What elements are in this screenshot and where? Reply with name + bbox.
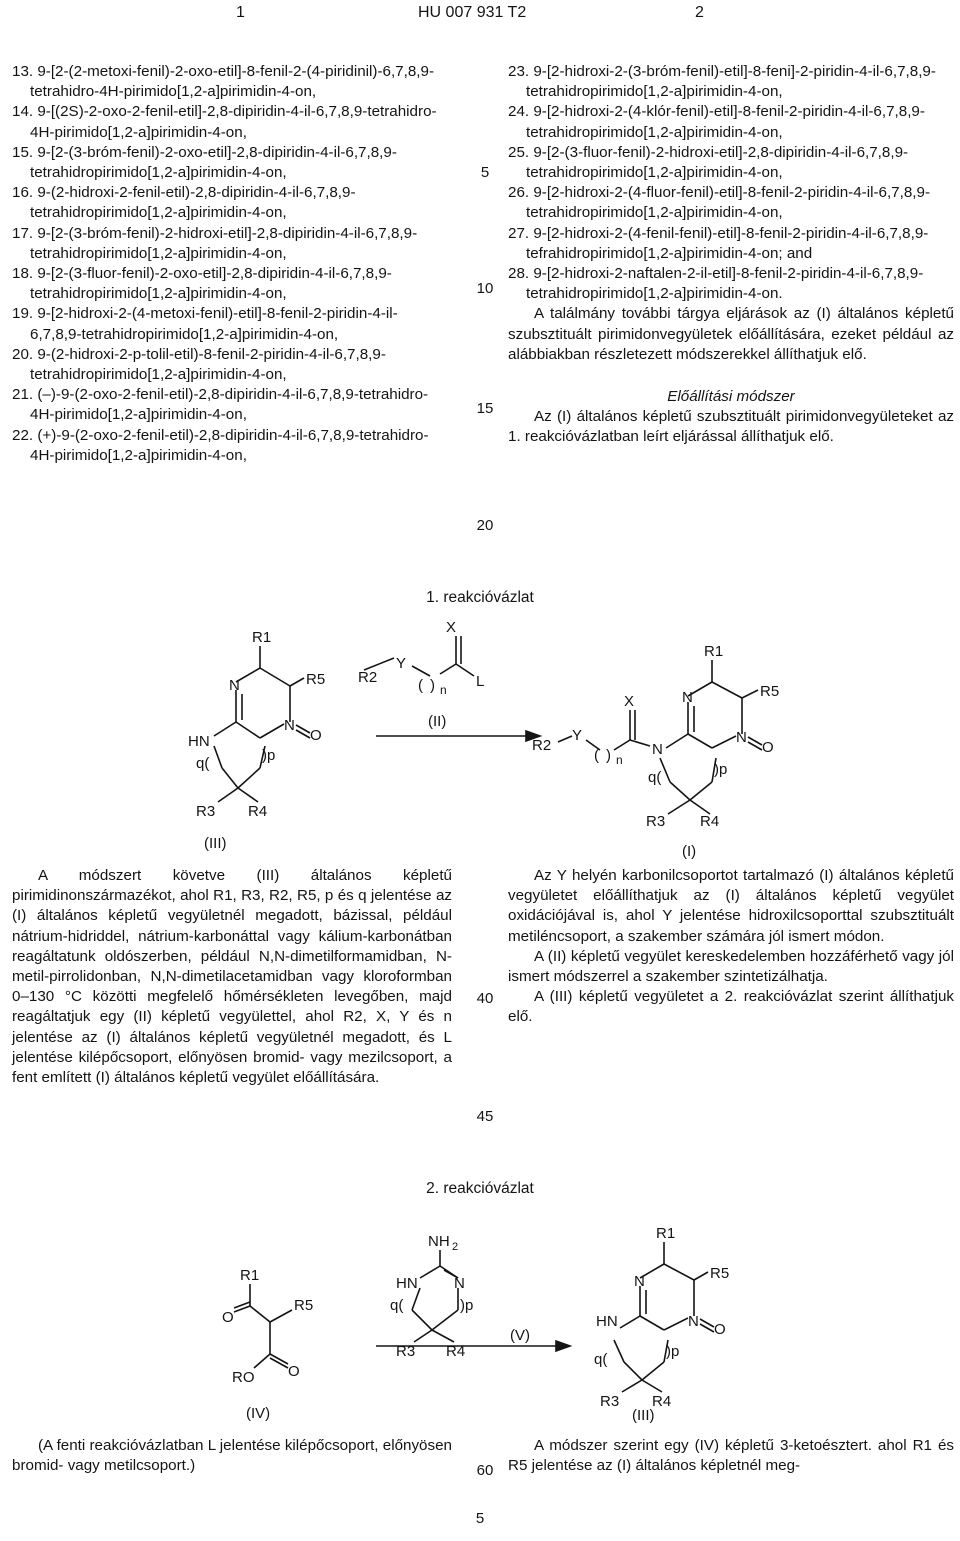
svg-text:(I): (I) (682, 843, 697, 860)
method-description (12, 866, 452, 1088)
reagent-paragraph: A (II) képletű vegyület kereskedelemben hozzáférhető vagy jól ismert módszerrel a szakember szintetizálhatja. (508, 947, 954, 986)
line-number: 40 (476, 990, 494, 1007)
method-description-paragraph: A módszert követve (III) általános képletű pirimidinonszármazékot, ahol R1, R3, R2, R5, p és q jelentése az (I) általános képletű vegyületnél megadott, bázissal, például nátrium-hidriddel, nátrium-karbonáttal vagy kálium-karbonátban reagáltatunk oldószerben, például N,N-dimetilformamidban, N-metil-pirrolidonban, N,N-dimetilacetamidban vagy kloroformban 0–130 °C közötti megfelelő hőmérsékleten levegőben, majd reagáltatjuk egy (II) képletű vegyülettel, ahol R2, X, Y és n jelentése az (I) általános képletű vegyületnél megadott, és L jelentése kilépőcsoport, előnyösen bromid- vagy mezilcsoport, a fent említett (I) általános képletű vegyület előállítására. (12, 867, 452, 1087)
svg-text:O: O (762, 739, 774, 756)
line-number: 45 (476, 1108, 494, 1125)
list-item: 23. 9-[2-hidroxi-2-(3-bróm-fenil)-etil]-8-feni]-2-piridin-4-il-6,7,8,9-tetrahidropirimido[1,2-a]pirimidin-4-on, (508, 63, 936, 101)
svg-text:Y: Y (572, 727, 583, 744)
ketoester-description (508, 1436, 954, 1476)
list-item: 22. (+)-9-(2-oxo-2-fenil-etil)-2,8-dipiridin-4-il-6,7,8,9-tetrahidro-4H-pirimido[1,2-a]pirimidin-4-on, (12, 426, 429, 464)
svg-text:(V): (V) (510, 1327, 530, 1344)
svg-text:N: N (682, 689, 693, 706)
svg-text:RO: RO (232, 1369, 255, 1386)
svg-text:q(: q( (648, 769, 662, 786)
svg-text:O: O (310, 727, 322, 744)
list-item: 28. 9-[2-hidroxi-2-naftalen-2-il-etil]-8-fenil-2-piridin-4-il-6,7,8,9-tetrahidropirimido[1,2-a]pirimidin-4-on. (508, 265, 924, 303)
oxidation-paragraph: Az Y helyén karbonilcsoportot tartalmazó (I) általános képletű vegyületet előállíthatjuk az (I) általános képletű vegyület oxidációjával is, ahol Y jelentése hidroxilcsoporttal szubsztituált metiléncsoport, a szakember számára jól ismert módon. (508, 867, 954, 945)
svg-text:n: n (616, 753, 623, 767)
svg-text:)p: )p (262, 747, 276, 764)
svg-text:)p: )p (714, 761, 728, 778)
line-number: 20 (476, 517, 494, 534)
line-number: 5 (480, 164, 490, 181)
svg-text:R3: R3 (396, 1343, 416, 1360)
svg-text:R1: R1 (252, 629, 272, 646)
svg-text:q(: q( (196, 755, 210, 772)
list-item: 18. 9-[2-(3-fluor-fenil)-2-oxo-etil]-2,8-dipiridin-4-il-6,7,8,9-tetrahidropirimido[1,2-a]pirimidin-4-on, (12, 265, 392, 303)
svg-text:R5: R5 (760, 683, 780, 700)
svg-text:N: N (688, 1313, 699, 1330)
svg-text:HN: HN (396, 1275, 418, 1292)
list-item: 13. 9-[2-(2-metoxi-fenil)-2-oxo-etil]-8-fenil-2-(4-piridinil)-6,7,8,9-tetrahidro-4H-pirimido[1,2-a]pirimidin-4-on, (12, 63, 435, 101)
svg-text:(: ( (594, 747, 599, 764)
svg-text:R2: R2 (532, 737, 552, 754)
svg-text:X: X (624, 693, 635, 710)
svg-text:R2: R2 (358, 669, 378, 686)
list-item: 17. 9-[2-(3-bróm-fenil)-2-hidroxi-etil]-2,8-dipiridin-4-il-6,7,8,9-tetrahidropirimido[1,2-a]pirimidin-4-on, (12, 224, 418, 262)
svg-text:R1: R1 (240, 1267, 260, 1284)
svg-text:): ) (606, 747, 611, 764)
svg-text:R3: R3 (600, 1393, 620, 1410)
svg-text:O: O (714, 1321, 726, 1338)
list-item: 14. 9-[(2S)-2-oxo-2-fenil-etil]-2,8-dipiridin-4-il-6,7,8,9-tetrahidro-4H-pirimido[1,2-a]pirimidin-4-on, (12, 103, 437, 141)
svg-text:q(: q( (594, 1351, 608, 1368)
list-item: 20. 9-(2-hidroxi-2-p-tolil-etil)-8-fenil-2-piridin-4-il-6,7,8,9-tetrahidropirimido[1,2-a]pirimidin-4-on, (12, 345, 386, 384)
scheme2-reference-paragraph: A (III) képletű vegyületet a 2. reakcióvázlat szerint állíthatjuk elő. (508, 988, 954, 1026)
svg-text:(III): (III) (632, 1407, 655, 1424)
svg-text:HN: HN (188, 733, 210, 750)
svg-text:NH: NH (428, 1233, 450, 1250)
svg-text:N: N (652, 741, 663, 758)
header-patent-number: HU 007 931 T2 (418, 4, 527, 21)
svg-text:R5: R5 (710, 1265, 730, 1282)
list-item: 15. 9-[2-(3-bróm-fenil)-2-oxo-etil]-2,8-dipiridin-4-il-6,7,8,9-tetrahidropirimido[1,2-a]pirimidin-4-on, (12, 143, 397, 182)
header-page-left: 1 (236, 4, 245, 21)
scheme2-drawing (0, 1200, 960, 1432)
list-item: 24. 9-[2-hidroxi-2-(4-klór-fenil)-etil]-8-fenil-2-piridin-4-il-6,7,8,9-tetrahidropirimido[1,2-a]pirimidin-4-on, (508, 103, 925, 141)
list-item: 27. 9-[2-hidroxi-2-(4-fenil-fenil)-etil]-8-fenil-2-piridin-4-il-6,7,8,9-tefrahidropirimido[1,2-a]pirimidin-4-on; and (508, 224, 929, 262)
svg-text:2: 2 (452, 1241, 459, 1253)
svg-text:)p: )p (460, 1297, 474, 1314)
svg-text:N: N (284, 717, 295, 734)
line-number: 10 (476, 280, 494, 297)
compound-list-right (508, 62, 954, 448)
svg-text:HN: HN (596, 1313, 618, 1330)
scheme1-title: 1. reakcióvázlat (426, 589, 534, 606)
page-number: 5 (475, 1510, 485, 1527)
svg-text:R4: R4 (652, 1393, 672, 1410)
svg-text:R1: R1 (656, 1225, 676, 1242)
list-item: 19. 9-[2-hidroxi-2-(4-metoxi-fenil)-etil]-8-fenil-2-piridin-4-il-6,7,8,9-tetrahidropirimido[1,2-a]pirimidin-4-on, (12, 305, 398, 343)
svg-text:): ) (430, 677, 435, 694)
svg-text:N: N (454, 1275, 465, 1292)
svg-text:(II): (II) (428, 713, 447, 730)
svg-text:R3: R3 (196, 803, 216, 820)
scheme2-note (12, 1436, 452, 1476)
svg-text:(IV): (IV) (246, 1405, 271, 1422)
line-number: 15 (476, 400, 494, 417)
list-item: 26. 9-[2-hidroxi-2-(4-fluor-fenil)-etil]-8-fenil-2-piridin-4-il-6,7,8,9-tetrahidropirimido[1,2-a]pirimidin-4-on, (508, 184, 931, 222)
svg-text:(III): (III) (204, 835, 227, 852)
svg-text:R4: R4 (248, 803, 268, 820)
svg-text:R3: R3 (646, 813, 666, 830)
svg-text:O: O (288, 1363, 300, 1380)
svg-text:n: n (440, 683, 447, 697)
svg-text:R4: R4 (700, 813, 720, 830)
svg-text:N: N (736, 729, 747, 746)
method-paragraph: Az (I) általános képletű szubsztituált pirimidonvegyületeket az 1. reakcióvázlatban leírt eljárással állíthatjuk elő. (508, 408, 954, 446)
line-number: 60 (476, 1462, 494, 1479)
svg-text:q(: q( (390, 1297, 404, 1314)
ketoester-paragraph: A módszer szerint egy (IV) képletű 3-ketoésztert. ahol R1 és R5 jelentése az (I) általános képletnél meg- (508, 1437, 954, 1475)
header-page-right: 2 (695, 4, 704, 21)
svg-text:)p: )p (666, 1343, 680, 1360)
scheme2-title: 2. reakcióvázlat (426, 1180, 534, 1197)
method-notes (508, 866, 954, 1028)
svg-text:(: ( (418, 677, 423, 694)
svg-text:L: L (476, 673, 485, 690)
list-item: 16. 9-(2-hidroxi-2-fenil-etil)-2,8-dipiridin-4-il-6,7,8,9-tetrahidropirimido[1,2-a]pirimidin-4-on, (12, 184, 356, 222)
method-heading: Előállítási módszer (667, 388, 795, 406)
svg-text:X: X (446, 619, 457, 636)
scheme2-note-paragraph: (A fenti reakcióvázlatban L jelentése kilépőcsoport, előnyösen bromid- vagy metilcsoport.) (12, 1437, 452, 1475)
svg-text:R4: R4 (446, 1343, 466, 1360)
scheme1-drawing (0, 610, 960, 860)
svg-text:R5: R5 (306, 671, 326, 688)
svg-text:R5: R5 (294, 1297, 314, 1314)
list-item: 25. 9-[2-(3-fluor-fenil)-2-hidroxi-etil]-2,8-dipiridin-4-il-6,7,8,9-tetrahidropirimido[1,2-a]pirimidin-4-on, (508, 143, 909, 182)
svg-text:R1: R1 (704, 643, 724, 660)
compound-list-left (12, 62, 448, 466)
svg-text:N: N (634, 1273, 645, 1290)
svg-text:Y: Y (396, 655, 407, 672)
list-item: 21. (–)-9-(2-oxo-2-fenil-etil)-2,8-dipiridin-4-il-6,7,8,9-tetrahidro-4H-pirimido[1,2-a]pirimidin-4-on, (12, 386, 429, 424)
svg-text:N: N (229, 677, 240, 694)
invention-paragraph: A találmány további tárgya eljárások az (I) általános képletű szubsztituált pirimidonvegyületek előállítására, ezeket például az alábbiakban részletezett módszerekkel állíthatjuk elő. (508, 305, 954, 363)
svg-text:O: O (222, 1309, 234, 1326)
